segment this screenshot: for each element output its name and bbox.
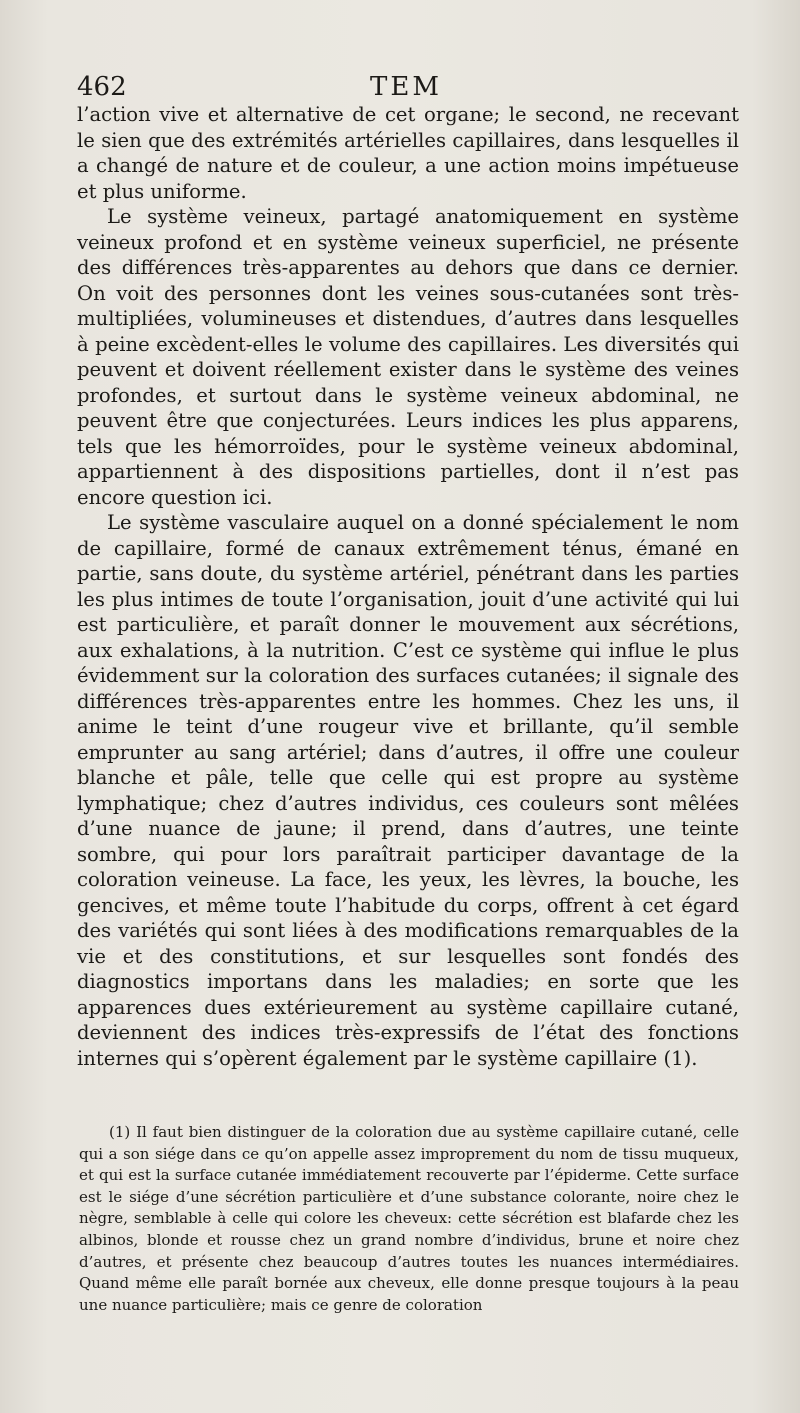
page-number: 462 xyxy=(77,72,127,102)
paragraph-continued: l’action vive et alternative de cet organe; le second, ne recevant le sien que des extrémités artérielles capillaires, dans lesquelles il a changé de nature et de couleur, a une action moins impétueuse et plus uniforme. xyxy=(77,103,739,203)
paragraph-venous-system: Le système veineux, partagé anatomiquement en système veineux profond et en système veineux superficiel, ne présente des différences très-apparentes au dehors que dans ce dernier. On voit des personnes dont les veines sous-cutanées sont très-multipliées, volumineuses et distendues, d’autres dans lesquelles à peine excèdent-elles le volume des capillaires. Les diversités qui peuvent et doivent réellement exister dans le système des veines profondes, et surtout dans le système veineux abdominal, ne peuvent être que conjecturées. Leurs indices les plus apparens, tels que les hémorroïdes, pour le système veineux abdominal, appartiennent à des dispositions partielles, dont il n’est pas encore question ici. xyxy=(77,205,739,509)
running-title: TEM xyxy=(370,72,442,102)
page-header xyxy=(77,72,740,102)
footnotes xyxy=(79,1122,739,1316)
paragraph-capillary-system: Le système vasculaire auquel on a donné spécialement le nom de capillaire, formé de canaux extrêmement ténus, émané en partie, sans doute, du système artériel, pénétrant dans les parties les plus intimes de toute l’organisation, jouit d’une activité qui lui est particulière, et paraît donner le mouvement aux sécrétions, aux exhalations, à la nutrition. C’est ce système qui influe le plus évidemment sur la coloration des surfaces cutanées; il signale des différences très-apparentes entre les hommes. Chez les uns, il anime le teint d’une rougeur vive et brillante, qu’il semble emprunter au sang artériel; dans d’autres, il offre une couleur blanche et pâle, telle que celle qui est propre au système lymphatique; chez d’autres individus, ces couleurs sont mêlées d’une nuance de jaune; il prend, dans d’autres, une teinte sombre, qui pour lors paraîtrait participer davantage de la coloration veineuse. La face, les yeux, les lèvres, la bouche, les gencives, et même toute l’habitude du corps, offrent à cet égard des variétés qui sont liées à des modifications remarquables de la vie et des constitutions, et sur lesquelles sont fondés des diagnostics importans dans les maladies; en sorte que les apparences dues extérieurement au système capillaire cutané, deviennent des indices très-expressifs de l’état des fonctions internes qui s’opèrent également par le système capillaire (1). xyxy=(77,511,739,1070)
main-text xyxy=(77,102,739,1071)
footnote-1: (1) Il faut bien distinguer de la coloration due au système capillaire cutané, celle qui a son siége dans ce qu’on appelle assez improprement du nom de tissu muqueux, et qui est la surface cutanée immédiatement recouverte par l’épiderme. Cette surface est le siége d’une sécrétion particulière et d’une substance colorante, noire chez le nègre, semblable à celle qui colore les cheveux: cette sécrétion est blafarde chez les albinos, blonde et rousse chez un grand nombre d’individus, brune et noire chez d’autres, et présente chez beaucoup d’autres toutes les nuances intermédiaires. Quand même elle paraît bornée aux cheveux, elle donne presque toujours à la peau une nuance particulière; mais ce genre de coloration xyxy=(79,1123,739,1314)
